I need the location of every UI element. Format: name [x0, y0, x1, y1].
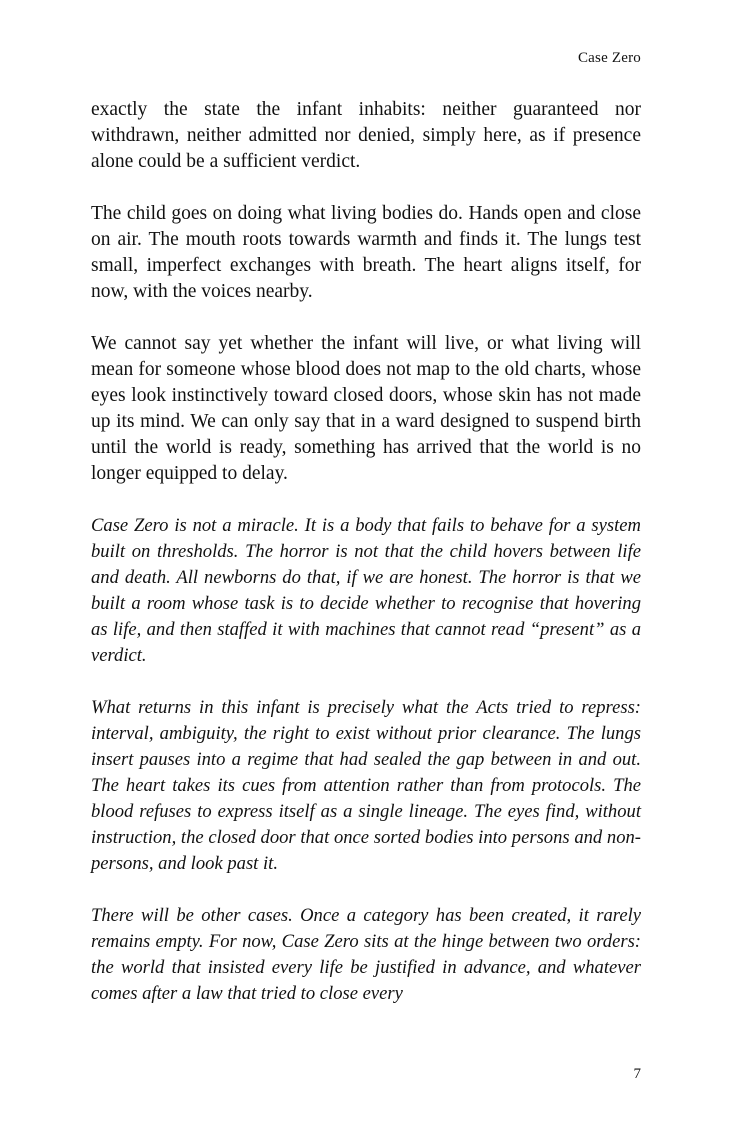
paragraph: exactly the state the infant inhabits: neither guaranteed nor withdrawn, neither admitted nor denied, simply here, as if presence alone could be a sufficient verdict.	[91, 99, 641, 172]
body-text	[91, 97, 641, 1033]
italic-paragraph: There will be other cases. Once a category has been created, it rarely remains empty. For now, Case Zero sits at the hinge between two orders: the world that insisted every life be justified in advance, and whatever comes after a law that tried to close every	[91, 905, 641, 1004]
italic-paragraph: What returns in this infant is precisely what the Acts tried to repress: interval, ambiguity, the right to exist without prior clearance. The lungs insert pauses into a regime that had sealed the gap between in and out. The heart takes its cues from attention rather than from protocols. The blood refuses to express itself as a single lineage. The eyes find, without instruction, the closed door that once sorted bodies into persons and non-persons, and look past it.	[91, 697, 641, 874]
paragraph: We cannot say yet whether the infant will live, or what living will mean for someone whose blood does not map to the old charts, whose eyes look instinctively toward closed doors, whose skin has not made up its mind. We can only say that in a ward designed to suspend birth until the world is ready, something has arrived that the world is no longer equipped to delay.	[91, 333, 641, 484]
running-head: Case Zero	[577, 50, 641, 66]
italic-paragraph: Case Zero is not a miracle. It is a body that fails to behave for a system built on thresholds. The horror is not that the child hovers between life and death. All newborns do that, if we are honest. The horror is that we built a room whose task is to decide whether to recognise that hovering as life, and then staffed it with machines that cannot read “present” as a verdict.	[91, 515, 641, 666]
page-number: 7	[633, 1066, 641, 1082]
paragraph: The child goes on doing what living bodies do. Hands open and close on air. The mouth roots towards warmth and finds it. The lungs test small, imperfect exchanges with breath. The heart aligns itself, for now, with the voices nearby.	[91, 203, 641, 302]
